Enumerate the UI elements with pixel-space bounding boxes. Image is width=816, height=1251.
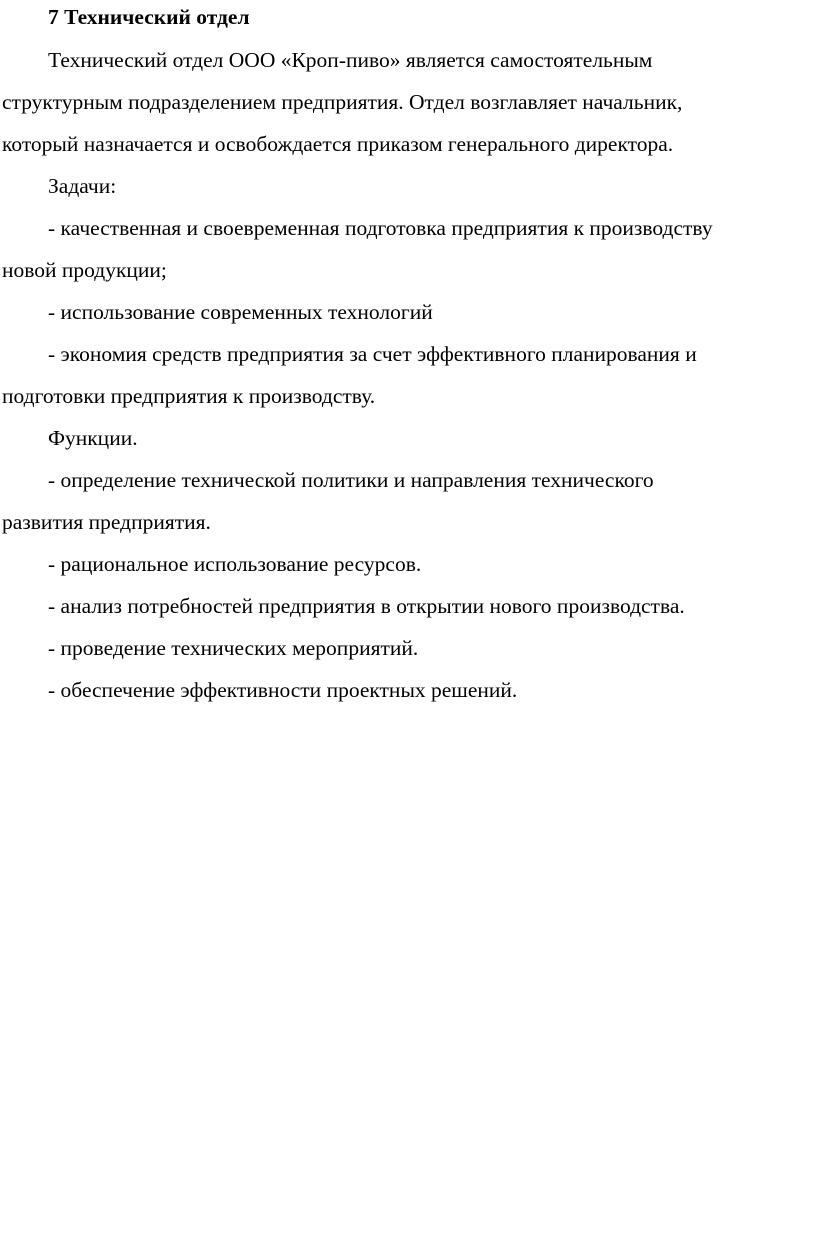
paragraph-line: структурным подразделением предприятия. Отдел возглавляет начальник,	[2, 90, 683, 114]
function-item-continuation: развития предприятия.	[2, 510, 211, 534]
paragraph-line: который назначается и освобождается приказом генерального директора.	[2, 132, 674, 156]
task-item-continuation: подготовки предприятия к производству.	[2, 384, 376, 408]
task-item: - экономия средств предприятия за счет эффективного планирования и	[48, 342, 697, 366]
function-item: - проведение технических мероприятий.	[48, 636, 419, 660]
functions-label: Функции.	[48, 426, 138, 450]
section-heading: 7 Технический отдел	[48, 5, 250, 29]
function-item: - определение технической политики и направления технического	[48, 468, 654, 492]
tasks-label: Задачи:	[48, 174, 117, 198]
function-item: - анализ потребностей предприятия в открытии нового производства.	[48, 594, 685, 618]
task-item: - использование современных технологий	[48, 300, 433, 324]
task-item-continuation: новой продукции;	[2, 258, 167, 282]
function-item: - обеспечение эффективности проектных решений.	[48, 678, 518, 702]
task-item: - качественная и своевременная подготовка предприятия к производству	[48, 216, 713, 240]
function-item: - рациональное использование ресурсов.	[48, 552, 422, 576]
paragraph-line: Технический отдел ООО «Кроп-пиво» является самостоятельным	[48, 48, 653, 72]
